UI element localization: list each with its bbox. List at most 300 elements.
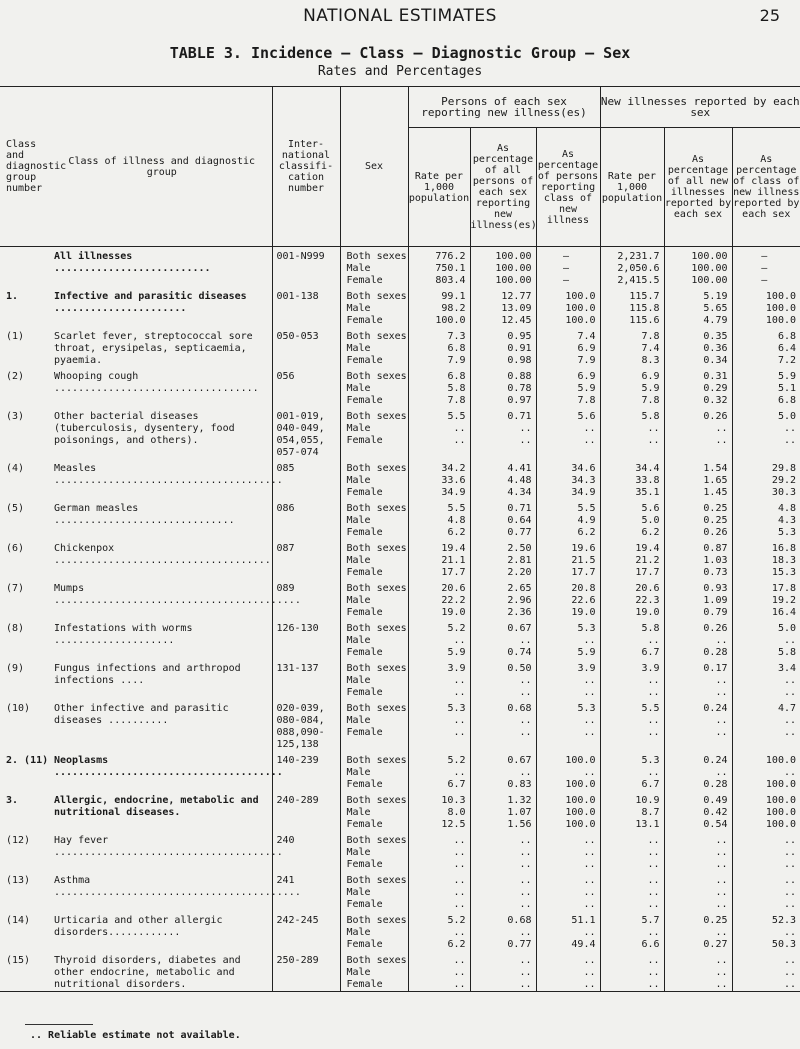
value-cell-rateill: [600, 411, 664, 459]
sex-cell: [340, 835, 408, 871]
value-cell-pctnew: [664, 703, 732, 751]
sex-label: Female: [346, 487, 383, 498]
value: 4.8: [447, 515, 466, 526]
value: 7.8: [447, 395, 466, 406]
value: 2.81: [507, 555, 532, 566]
value: 7.4: [641, 343, 660, 354]
value: 0.24: [703, 703, 728, 714]
value: 7.8: [641, 395, 660, 406]
value-cell-pctclass: [536, 663, 600, 699]
sex-cell: [340, 703, 408, 751]
sex-label: Male: [346, 767, 371, 778]
sex-label: Both sexes: [346, 503, 407, 514]
value-cell-rate: [408, 795, 470, 831]
value: ..: [783, 835, 797, 846]
sex-label: Male: [346, 847, 371, 858]
value: ..: [583, 687, 596, 698]
value: ..: [583, 435, 596, 446]
value-cell-pctall: [470, 875, 536, 911]
value: —: [562, 263, 570, 274]
sex-label: Both sexes: [346, 291, 407, 302]
value-cell-pctall: [470, 795, 536, 831]
value: 51.1: [571, 915, 596, 926]
value: 0.50: [507, 663, 532, 674]
value: 29.2: [771, 475, 797, 486]
value: 100.0: [565, 755, 596, 766]
intl-code: [272, 371, 340, 407]
value-cell-rateill: [600, 503, 664, 539]
value: 34.4: [635, 463, 660, 474]
sex-label: Male: [346, 475, 371, 486]
header-group-reporting: Persons of each sex reporting new illness(es): [408, 87, 600, 128]
value: 2.20: [507, 567, 532, 578]
value: ..: [647, 899, 660, 910]
value: ..: [519, 835, 532, 846]
value: 2.50: [507, 543, 532, 554]
value: ..: [583, 967, 596, 978]
value: 6.7: [641, 647, 660, 658]
value-cell-rate: [408, 371, 470, 407]
value: —: [761, 251, 768, 262]
value: ..: [715, 967, 728, 978]
intl-code: [272, 503, 340, 539]
value: ..: [453, 979, 466, 990]
value: 6.8: [777, 331, 797, 342]
value-cell-pctclass: [536, 503, 600, 539]
value: ..: [519, 687, 532, 698]
header-group-new: New illnesses reported by each sex: [600, 87, 800, 128]
table-body: [0, 247, 800, 992]
value: ..: [583, 423, 596, 434]
value-cell-pctclassnew: [732, 583, 800, 619]
sex-label: Female: [346, 355, 383, 366]
intl-code: [272, 411, 340, 459]
value: 750.1: [435, 263, 466, 274]
value: 4.41: [507, 463, 532, 474]
value-cell-pctclassnew: [732, 371, 800, 407]
value: ..: [453, 727, 466, 738]
value-cell-rate: [408, 583, 470, 619]
value: 2.36: [507, 607, 532, 618]
value: 19.6: [571, 543, 596, 554]
value: ..: [647, 875, 660, 886]
value-cell-pctall: [470, 463, 536, 499]
intl-code-line: 242-245: [276, 915, 319, 926]
intl-code-line: 085: [276, 463, 295, 474]
value: ..: [583, 859, 596, 870]
value-cell-rate: [408, 463, 470, 499]
intl-code-line: 088,090-: [276, 727, 325, 738]
value-cell-pctnew: [664, 915, 732, 951]
footnote-rule: [25, 1024, 93, 1025]
value: 50.3: [771, 939, 797, 950]
value: 99.1: [441, 291, 466, 302]
value: 5.6: [577, 411, 596, 422]
sex-label: Both sexes: [346, 543, 407, 554]
value: 6.8: [447, 343, 466, 354]
value: ..: [783, 727, 797, 738]
value: 0.73: [703, 567, 728, 578]
value-cell-pctall: [470, 703, 536, 751]
header-pct-class: As percentage of persons reporting class of new illness: [536, 128, 600, 247]
intl-code: [272, 543, 340, 579]
value: ..: [453, 927, 466, 938]
value: ..: [583, 979, 596, 990]
value: ..: [783, 687, 797, 698]
value: 10.9: [635, 795, 660, 806]
value: 100.0: [565, 779, 596, 790]
sex-label: Male: [346, 967, 371, 978]
value: 0.91: [507, 343, 532, 354]
value: ..: [519, 847, 532, 858]
row-label: Other bacterial diseases (tuberculosis, dysentery, food poisonings, and others).: [54, 411, 241, 446]
value: 0.25: [703, 503, 728, 514]
value: 34.6: [571, 463, 596, 474]
value: 100.00: [495, 275, 532, 286]
value: 5.2: [447, 623, 466, 634]
value: 0.26: [703, 623, 728, 634]
row-number: (7): [6, 583, 25, 594]
value: 19.4: [635, 543, 660, 554]
value: ..: [715, 687, 728, 698]
value-cell-rate: [408, 251, 470, 287]
value: ..: [715, 847, 728, 858]
value-cell-pctclass: [536, 915, 600, 951]
value-cell-pctclassnew: [732, 331, 800, 367]
value-cell-pctclass: [536, 251, 600, 287]
value: 15.3: [771, 567, 797, 578]
value: ..: [715, 727, 728, 738]
value: 0.95: [507, 331, 532, 342]
value: ..: [453, 859, 466, 870]
sex-label: Female: [346, 275, 383, 286]
value-cell-rateill: [600, 251, 664, 287]
value-cell-rate: [408, 955, 470, 992]
value: —: [761, 275, 768, 286]
value: ..: [519, 675, 532, 686]
intl-code-line: 241: [276, 875, 295, 886]
value-cell-pctnew: [664, 755, 732, 791]
value: ..: [783, 767, 797, 778]
value-cell-pctclassnew: [732, 291, 800, 327]
intl-code: [272, 623, 340, 659]
value: ..: [783, 435, 797, 446]
value: ..: [519, 859, 532, 870]
value-cell-pctclassnew: [732, 795, 800, 831]
intl-code-line: 050-053: [276, 331, 319, 342]
value: —: [562, 275, 570, 286]
value: ..: [519, 767, 532, 778]
sex-cell: [340, 331, 408, 367]
value-cell-rateill: [600, 915, 664, 951]
value: 1.07: [507, 807, 532, 818]
value: 52.3: [771, 915, 797, 926]
value-cell-rateill: [600, 371, 664, 407]
value: 7.8: [641, 331, 660, 342]
value-cell-rate: [408, 875, 470, 911]
value: 17.7: [571, 567, 596, 578]
value-cell-rate: [408, 703, 470, 751]
value: 5.8: [777, 647, 797, 658]
table-row: [0, 663, 800, 699]
sex-label: Both sexes: [346, 663, 407, 674]
value: 33.6: [441, 475, 466, 486]
value-cell-pctnew: [664, 251, 732, 287]
value-cell-rate: [408, 291, 470, 327]
value: 100.0: [565, 303, 596, 314]
value: 100.00: [691, 275, 728, 286]
value: ..: [647, 435, 660, 446]
value: 0.27: [703, 939, 728, 950]
value-cell-pctclassnew: [732, 835, 800, 871]
sex-cell: [340, 955, 408, 992]
value: 19.2: [771, 595, 797, 606]
intl-code-line: 056: [276, 371, 295, 382]
sex-cell: [340, 291, 408, 327]
sex-label: Male: [346, 595, 371, 606]
value: 100.0: [765, 807, 797, 818]
row-number: (5): [6, 503, 25, 514]
table-row: [0, 755, 800, 791]
value-cell-rateill: [600, 331, 664, 367]
value: 34.2: [441, 463, 466, 474]
row-number: (9): [6, 663, 25, 674]
value: 0.34: [703, 355, 728, 366]
value: 19.0: [635, 607, 660, 618]
value-cell-rateill: [600, 835, 664, 871]
value: ..: [583, 847, 596, 858]
value-cell-pctclass: [536, 583, 600, 619]
intl-code: [272, 331, 340, 367]
value: 3.4: [777, 663, 797, 674]
value: 0.78: [507, 383, 532, 394]
table-row: [0, 251, 800, 287]
header-intl-number: Inter-national classifi-cation number: [272, 87, 340, 247]
intl-code-line: 080-084,: [276, 715, 325, 726]
value: 6.6: [641, 939, 660, 950]
value-cell-rate: [408, 915, 470, 951]
value: ..: [453, 887, 466, 898]
value: 16.8: [771, 543, 797, 554]
sex-label: Male: [346, 887, 371, 898]
value: 0.28: [703, 647, 728, 658]
value: ..: [453, 675, 466, 686]
sex-label: Female: [346, 567, 383, 578]
intl-code-line: 126-130: [276, 623, 319, 634]
sex-label: Both sexes: [346, 875, 407, 886]
sex-label: Male: [346, 715, 371, 726]
value-cell-rate: [408, 835, 470, 871]
row-label: Scarlet fever, streptococcal sore throat, erysipelas, septicaemia, pyaemia.: [54, 331, 259, 366]
value: 22.6: [571, 595, 596, 606]
value: 5.9: [577, 383, 596, 394]
value-cell-pctnew: [664, 875, 732, 911]
value: ..: [453, 767, 466, 778]
row-number: (14): [6, 915, 31, 926]
value: ..: [783, 967, 797, 978]
row-label: Asthma .........................................: [54, 875, 301, 898]
sex-cell: [340, 915, 408, 951]
header-pct-class-new: As percentage of class of new illness reported by each sex: [732, 128, 800, 247]
value: ..: [453, 847, 466, 858]
value: 5.9: [577, 647, 596, 658]
value: 0.98: [507, 355, 532, 366]
value: 0.26: [703, 411, 728, 422]
value: 100.0: [565, 807, 596, 818]
value: 100.0: [565, 819, 596, 830]
value: ..: [519, 875, 532, 886]
value-cell-pctclassnew: [732, 411, 800, 459]
value: ..: [783, 955, 797, 966]
value: 0.25: [703, 515, 728, 526]
value-cell-pctnew: [664, 663, 732, 699]
value: 100.0: [765, 755, 797, 766]
value: 17.7: [635, 567, 660, 578]
value: 3.9: [641, 663, 660, 674]
table-row: [0, 543, 800, 579]
sex-label: Both sexes: [346, 371, 407, 382]
value-cell-pctnew: [664, 371, 732, 407]
value: ..: [783, 847, 797, 858]
sex-label: Female: [346, 939, 383, 950]
value: ..: [453, 435, 466, 446]
value: ..: [715, 423, 728, 434]
intl-code-line: 086: [276, 503, 295, 514]
value: 0.28: [703, 779, 728, 790]
value: ..: [715, 635, 728, 646]
value: ..: [583, 899, 596, 910]
value-cell-pctclassnew: [732, 703, 800, 751]
value: 5.3: [577, 623, 596, 634]
value: 4.9: [577, 515, 596, 526]
value-cell-pctclass: [536, 703, 600, 751]
value: 1.32: [507, 795, 532, 806]
row-label: Mumps .........................................: [54, 583, 301, 606]
value-cell-pctall: [470, 915, 536, 951]
value-cell-pctclass: [536, 543, 600, 579]
value-cell-pctall: [470, 583, 536, 619]
value-cell-pctclassnew: [732, 755, 800, 791]
value: 33.8: [635, 475, 660, 486]
value: ..: [519, 927, 532, 938]
sex-label: Male: [346, 555, 371, 566]
intl-code-line: 140-239: [276, 755, 319, 766]
value-cell-pctnew: [664, 503, 732, 539]
value: 0.79: [703, 607, 728, 618]
value: ..: [583, 835, 596, 846]
value: 6.2: [641, 527, 660, 538]
intl-code-line: 240-289: [276, 795, 319, 806]
table-row: [0, 703, 800, 751]
value: 20.8: [571, 583, 596, 594]
value: ..: [647, 715, 660, 726]
value: 0.93: [703, 583, 728, 594]
row-number: 2. (11): [6, 755, 49, 766]
value: 0.77: [507, 939, 532, 950]
value: 1.54: [703, 463, 728, 474]
value-cell-rate: [408, 543, 470, 579]
value: 6.9: [577, 371, 596, 382]
value: 6.9: [641, 371, 660, 382]
value: ..: [453, 835, 466, 846]
value: ..: [583, 635, 596, 646]
value: 3.9: [447, 663, 466, 674]
sex-label: Both sexes: [346, 331, 407, 342]
value: 18.3: [771, 555, 797, 566]
row-number: (12): [6, 835, 31, 846]
value: ..: [715, 767, 728, 778]
sex-label: Both sexes: [346, 463, 407, 474]
sex-label: Female: [346, 607, 383, 618]
value-cell-pctall: [470, 411, 536, 459]
value: 100.0: [765, 303, 797, 314]
intl-code-line: 131-137: [276, 663, 319, 674]
intl-code-line: 240: [276, 835, 295, 846]
value: —: [761, 263, 768, 274]
value-cell-pctclassnew: [732, 915, 800, 951]
value: ..: [783, 715, 797, 726]
value-cell-pctnew: [664, 955, 732, 992]
intl-code-line: 001-138: [276, 291, 319, 302]
value: 13.1: [635, 819, 660, 830]
intl-code: [272, 703, 340, 751]
sex-label: Female: [346, 527, 383, 538]
value-cell-pctclassnew: [732, 623, 800, 659]
value-cell-pctall: [470, 251, 536, 287]
intl-code-line: 087: [276, 543, 295, 554]
value-cell-pctclass: [536, 955, 600, 992]
value-cell-pctclassnew: [732, 543, 800, 579]
value: 1.03: [703, 555, 728, 566]
value-cell-rateill: [600, 795, 664, 831]
sex-label: Female: [346, 435, 383, 446]
value-cell-pctclass: [536, 371, 600, 407]
value: 12.45: [501, 315, 532, 326]
table-row: [0, 291, 800, 327]
value: ..: [453, 423, 466, 434]
table-row: [0, 583, 800, 619]
value: 5.7: [641, 915, 660, 926]
value: 34.9: [441, 487, 466, 498]
value: 21.2: [635, 555, 660, 566]
row-number: 1.: [6, 291, 19, 302]
value-cell-pctall: [470, 755, 536, 791]
sex-label: Female: [346, 315, 383, 326]
value: 100.0: [565, 291, 596, 302]
value: 2.65: [507, 583, 532, 594]
row-label: All illnesses ..........................: [54, 251, 211, 274]
value: ..: [453, 687, 466, 698]
value: 5.6: [641, 503, 660, 514]
value: 5.3: [777, 527, 797, 538]
intl-code: [272, 251, 340, 287]
value: 17.8: [771, 583, 797, 594]
value-cell-rate: [408, 411, 470, 459]
sex-cell: [340, 371, 408, 407]
table-row: [0, 955, 800, 992]
row-number: (8): [6, 623, 25, 634]
intl-code-line: 001-N999: [276, 251, 325, 262]
row-label: Allergic, endocrine, metabolic and nutritional diseases.: [54, 795, 265, 818]
value: 8.7: [641, 807, 660, 818]
value: ..: [715, 875, 728, 886]
value-cell-pctclassnew: [732, 251, 800, 287]
sex-cell: [340, 795, 408, 831]
value: ..: [583, 715, 596, 726]
intl-code-line: 125,138: [276, 739, 319, 750]
value: ..: [583, 927, 596, 938]
value: 0.24: [703, 755, 728, 766]
